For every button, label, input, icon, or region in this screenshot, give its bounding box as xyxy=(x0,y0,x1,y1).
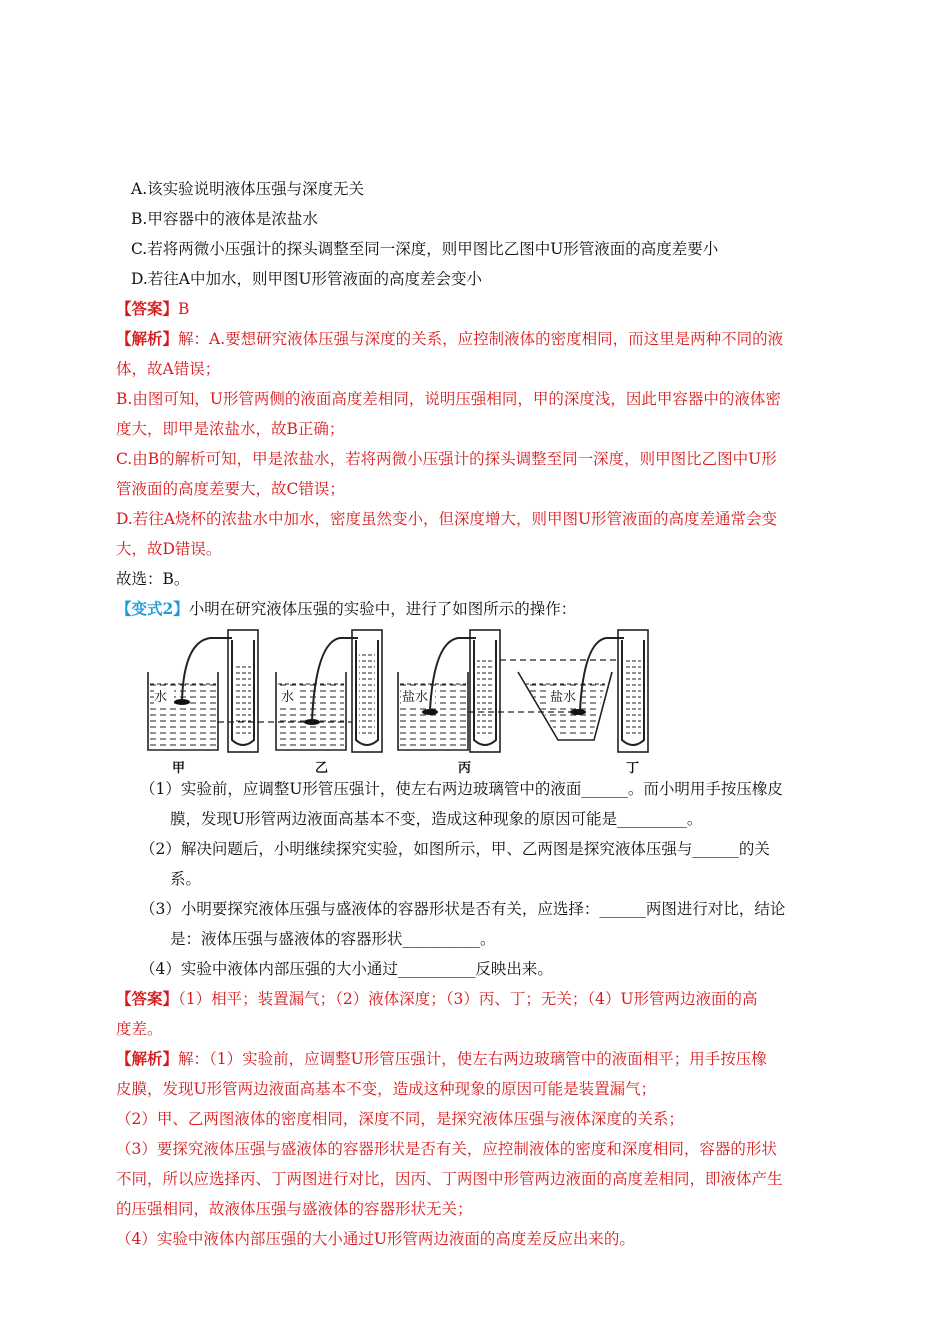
option-d: D.若往A中加水，则甲图U形管液面的高度差会变小 xyxy=(131,270,483,288)
analysis-1-line-5: C.由B的解析可知，甲是浓盐水，若将两微小压强计的探头调整至同一深度，则甲图比乙图中U形 xyxy=(116,450,777,468)
variant-2-tag: 【变式2】 xyxy=(116,599,189,618)
setup-yi xyxy=(276,630,382,776)
label-salt-1: 盐水 xyxy=(402,690,429,705)
analysis-2-line-5: 不同，所以应选择丙、丁两图进行对比，因丙、丁两图中形管两边液面的高度差相同，即液体产生 xyxy=(116,1170,783,1188)
analysis-1-line-7: D.若往A烧杯的浓盐水中加水，密度虽然变小，但深度增大，则甲图U形管液面的高度差通常会变 xyxy=(116,510,778,528)
label-water-1: 水 xyxy=(154,690,168,705)
question-2-line-2: 系。 xyxy=(170,870,202,888)
answer-1 xyxy=(116,298,189,320)
label-water-2: 水 xyxy=(281,690,295,705)
caption-ding: 丁 xyxy=(626,761,640,776)
answer-1-tag: 【答案】 xyxy=(116,299,179,318)
option-b: B.甲容器中的液体是浓盐水 xyxy=(131,210,318,228)
answer-2-line-2: 度差。 xyxy=(116,1020,163,1038)
analysis-2-line-1 xyxy=(116,1048,767,1070)
analysis-1-line-8: 大，故D错误。 xyxy=(116,540,222,558)
analysis-2-line-2: 皮膜，发现U形管两边液面高基本不变，造成这种现象的原因可能是装置漏气； xyxy=(116,1080,657,1098)
variant-2-stem xyxy=(116,598,576,620)
analysis-1-tag: 【解析】 xyxy=(116,329,179,348)
setup-bing xyxy=(398,630,500,776)
analysis-2-line-7: （4）实验中液体内部压强的大小通过U形管两边液面的高度差反应出来的。 xyxy=(116,1230,635,1248)
question-4-line-1: （4）实验中液体内部压强的大小通过__________反映出来。 xyxy=(140,960,553,978)
question-3-line-1: （3）小明要探究液体压强与盛液体的容器形状是否有关，应选择：______两图进行对比，结论 xyxy=(140,900,786,918)
analysis-1-line-6: 管液面的高度差要大，故C错误； xyxy=(116,480,345,498)
setup-jia xyxy=(148,630,258,776)
caption-yi: 乙 xyxy=(315,761,329,776)
caption-bing: 丙 xyxy=(458,761,472,776)
analysis-2-text-0: 解：（1）实验前，应调整U形管压强计，使左右两边玻璃管中的液面相平；用手按压橡 xyxy=(178,1050,767,1068)
analysis-2-line-3: （2）甲、乙两图液体的密度相同，深度不同，是探究液体压强与液体深度的关系； xyxy=(116,1110,684,1128)
question-3-line-2: 是：液体压强与盛液体的容器形状__________。 xyxy=(170,930,496,948)
question-1-line-2: 膜，发现U形管两边液面高基本不变，造成这种现象的原因可能是_________。 xyxy=(170,810,703,828)
question-2-line-1: （2）解决问题后，小明继续探究实验，如图所示，甲、乙两图是探究液体压强与______的关 xyxy=(140,840,770,858)
analysis-1-line-4: 度大，即甲是浓盐水，故B正确； xyxy=(116,420,345,438)
analysis-1-text-0: 解：A.要想研究液体压强与深度的关系，应控制液体的密度相同，而这里是两种不同的液 xyxy=(178,330,784,348)
analysis-1-line-3: B.由图可知，U形管两侧的液面高度差相同，说明压强相同，甲的深度浅，因此甲容器中的液体密 xyxy=(116,390,781,408)
setup-ding xyxy=(518,630,648,776)
analysis-2-tag: 【解析】 xyxy=(116,1049,179,1068)
analysis-1-line-1 xyxy=(116,328,783,350)
answer-1-text: B xyxy=(178,300,190,318)
experiment-figure xyxy=(140,622,752,778)
experiment-diagram xyxy=(140,622,752,778)
option-c: C.若将两微小压强计的探头调整至同一深度，则甲图比乙图中U形管液面的高度差要小 xyxy=(131,240,719,258)
caption-jia: 甲 xyxy=(172,761,186,776)
option-a: A.该实验说明液体压强与深度无关 xyxy=(131,180,365,198)
analysis-2-line-4: （3）要探究液体压强与盛液体的容器形状是否有关，应控制液体的密度和深度相同，容器的形状 xyxy=(116,1140,777,1158)
analysis-1-line-2: 体，故A错误； xyxy=(116,360,221,378)
variant-2-text: 小明在研究液体压强的实验中，进行了如图所示的操作： xyxy=(188,600,577,618)
analysis-2-line-6: 的压强相同，故液体压强与盛液体的容器形状无关； xyxy=(116,1200,473,1218)
answer-2-text-0: （1）相平；装置漏气；（2）液体深度；（3）丙、丁；无关；（4）U形管两边液面的高 xyxy=(178,990,758,1008)
label-salt-2: 盐水 xyxy=(550,690,577,705)
analysis-1-conclusion: 故选：B。 xyxy=(116,570,190,588)
question-1-line-1: （1）实验前，应调整U形管压强计，使左右两边玻璃管中的液面______。而小明用手按压橡皮 xyxy=(140,780,783,798)
answer-2-tag: 【答案】 xyxy=(116,989,179,1008)
answer-2-line-1 xyxy=(116,988,758,1010)
